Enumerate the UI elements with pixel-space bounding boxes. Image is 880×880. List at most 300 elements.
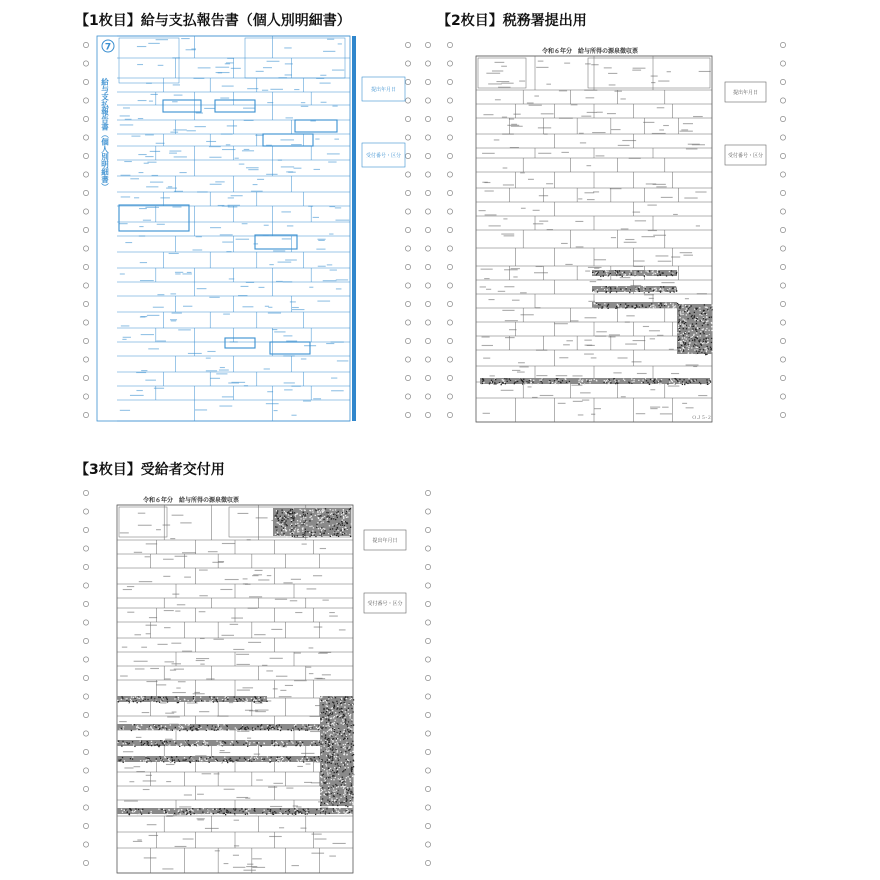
pin-hole <box>425 749 430 754</box>
pattern-speck <box>242 699 243 700</box>
pin-hole <box>425 412 430 417</box>
pattern-speck <box>158 746 159 747</box>
pattern-speck <box>336 740 337 741</box>
pattern-speck <box>203 742 204 743</box>
pattern-speck <box>301 510 302 511</box>
pattern-speck <box>607 286 608 287</box>
pattern-speck <box>615 383 616 384</box>
pattern-speck <box>148 742 149 743</box>
pattern-speck <box>603 275 604 276</box>
pattern-speck <box>328 703 329 704</box>
label-stroke <box>607 113 616 114</box>
pattern-speck <box>337 742 338 743</box>
label-stroke <box>138 154 146 155</box>
label-stroke <box>291 144 302 145</box>
pattern-speck <box>703 323 704 324</box>
pattern-speck <box>584 384 585 385</box>
label-stroke <box>178 329 191 330</box>
pattern-speck <box>225 742 226 743</box>
label-stroke <box>311 782 322 783</box>
pattern-speck <box>329 735 330 736</box>
pattern-speck <box>348 790 349 791</box>
pattern-speck <box>239 698 240 699</box>
label-stroke <box>294 168 302 169</box>
pattern-speck <box>350 715 351 716</box>
label-stroke <box>215 181 224 182</box>
label-stroke <box>137 46 146 47</box>
pattern-speck <box>141 740 142 741</box>
pattern-speck <box>342 534 343 535</box>
pattern-speck <box>694 344 695 345</box>
label-stroke <box>166 764 174 765</box>
pattern-speck <box>217 697 218 698</box>
pattern-speck <box>333 732 334 733</box>
pattern-speck <box>318 740 319 741</box>
pattern-speck <box>649 305 650 306</box>
pattern-speck <box>174 698 175 699</box>
pattern-speck <box>277 729 278 730</box>
pattern-speck <box>334 729 335 730</box>
pattern-speck <box>679 329 680 330</box>
label-stroke <box>242 687 253 688</box>
pattern-speck <box>349 733 350 734</box>
pattern-speck <box>343 716 344 717</box>
pattern-speck <box>162 698 163 699</box>
label-stroke <box>633 212 640 213</box>
pin-hole <box>780 209 785 214</box>
pattern-speck <box>657 270 658 271</box>
pattern-speck <box>224 813 225 814</box>
pattern-speck <box>227 726 228 727</box>
pattern-speck <box>340 516 341 517</box>
pattern-speck <box>529 380 530 381</box>
pattern-speck <box>339 743 340 744</box>
pattern-speck <box>216 700 217 701</box>
pattern-speck <box>339 808 340 809</box>
label-stroke <box>584 192 594 193</box>
pattern-speck <box>607 271 608 272</box>
pattern-speck <box>705 307 706 308</box>
pattern-speck <box>338 811 339 812</box>
pattern-speck <box>118 701 119 702</box>
pattern-speck <box>202 743 203 744</box>
pattern-speck <box>325 735 326 736</box>
pattern-speck <box>333 788 334 789</box>
pattern-speck <box>582 379 583 380</box>
pin-hole <box>780 320 785 325</box>
label-stroke <box>139 235 145 236</box>
pattern-speck <box>341 514 342 515</box>
pattern-speck <box>328 709 329 710</box>
pattern-speck <box>281 813 282 814</box>
label-stroke <box>485 190 494 191</box>
pattern-speck <box>292 516 293 517</box>
pattern-speck <box>661 379 662 380</box>
pattern-speck <box>345 515 346 516</box>
pattern-speck <box>344 791 345 792</box>
label-stroke <box>485 214 497 215</box>
pattern-speck <box>344 785 345 786</box>
pin-hole <box>425 264 430 269</box>
pattern-speck <box>328 697 329 698</box>
pattern-speck <box>137 697 138 698</box>
pattern-speck <box>258 726 259 727</box>
pattern-speck <box>594 379 595 380</box>
pattern-speck <box>491 381 492 382</box>
pattern-speck <box>334 793 335 794</box>
label-stroke <box>316 249 325 250</box>
pattern-speck <box>235 700 236 701</box>
label-stroke <box>268 312 281 313</box>
pattern-speck <box>625 276 626 277</box>
label-stroke <box>134 661 148 662</box>
pattern-speck <box>314 760 315 761</box>
pattern-speck <box>509 378 510 379</box>
pattern-speck <box>330 536 331 537</box>
label-stroke <box>244 149 250 150</box>
pattern-speck <box>334 753 335 754</box>
pattern-speck <box>289 513 290 514</box>
pattern-speck <box>330 748 331 749</box>
pattern-speck <box>274 745 275 746</box>
label-stroke <box>656 186 666 187</box>
pin-hole <box>83 246 88 251</box>
pattern-speck <box>185 759 186 760</box>
pattern-speck <box>347 738 348 739</box>
pattern-speck <box>607 308 608 309</box>
pin-hole <box>447 190 452 195</box>
pattern-speck <box>131 696 132 697</box>
label-stroke <box>279 696 292 697</box>
pattern-speck <box>298 529 299 530</box>
label-stroke <box>292 309 305 310</box>
pattern-speck <box>604 380 605 381</box>
pattern-speck <box>327 803 328 804</box>
pattern-speck <box>292 532 293 533</box>
pattern-speck <box>151 741 152 742</box>
pattern-speck <box>501 384 502 385</box>
pattern-speck <box>337 734 338 735</box>
pattern-speck <box>291 525 292 526</box>
pattern-speck <box>145 757 146 758</box>
label-stroke <box>483 114 493 115</box>
pattern-speck <box>696 337 697 338</box>
label-stroke <box>182 273 191 274</box>
pattern-speck <box>657 272 658 273</box>
pattern-speck <box>282 813 283 814</box>
label-stroke <box>230 341 238 342</box>
label-stroke <box>267 391 273 392</box>
pattern-speck <box>325 811 326 812</box>
pattern-speck <box>682 318 683 319</box>
label-stroke <box>588 267 602 268</box>
pattern-speck <box>211 701 212 702</box>
label-stroke <box>209 297 219 298</box>
pattern-speck <box>324 778 325 779</box>
pattern-speck <box>286 525 287 526</box>
pattern-speck <box>333 707 334 708</box>
pattern-speck <box>353 724 354 725</box>
pattern-speck <box>121 699 122 700</box>
pattern-speck <box>316 524 317 525</box>
pin-hole <box>447 301 452 306</box>
label-stroke <box>170 293 176 294</box>
pattern-speck <box>598 271 599 272</box>
pattern-speck <box>618 306 619 307</box>
pattern-speck <box>336 701 337 702</box>
label-stroke <box>481 269 493 270</box>
pattern-speck <box>705 384 706 385</box>
pattern-speck <box>337 703 338 704</box>
pattern-speck <box>656 289 657 290</box>
pattern-speck <box>327 723 328 724</box>
pattern-fill <box>592 270 677 276</box>
label-stroke <box>317 239 325 240</box>
label-stroke <box>680 252 692 253</box>
pattern-speck <box>679 382 680 383</box>
pattern-speck <box>305 730 306 731</box>
label-stroke <box>175 273 180 274</box>
pattern-speck <box>504 378 505 379</box>
label-stroke <box>226 144 230 145</box>
pattern-fill <box>117 740 353 746</box>
pattern-speck <box>324 738 325 739</box>
pattern-speck <box>156 701 157 702</box>
pattern-speck <box>271 740 272 741</box>
pattern-speck <box>345 769 346 770</box>
pattern-speck <box>635 287 636 288</box>
pattern-speck <box>127 698 128 699</box>
pattern-speck <box>348 704 349 705</box>
label-stroke <box>123 337 131 338</box>
pattern-speck <box>267 756 268 757</box>
pattern-speck <box>123 728 124 729</box>
label-stroke <box>129 781 134 782</box>
pattern-speck <box>349 794 350 795</box>
pattern-speck <box>305 517 306 518</box>
pattern-speck <box>339 812 340 813</box>
pattern-speck <box>597 308 598 309</box>
pin-hole <box>425 338 430 343</box>
label-stroke <box>226 251 231 252</box>
label-stroke <box>315 138 319 139</box>
pattern-speck <box>352 774 353 775</box>
pattern-speck <box>323 533 324 534</box>
pattern-speck <box>349 773 350 774</box>
label-stroke <box>136 372 146 373</box>
pattern-speck <box>353 786 354 787</box>
label-stroke <box>144 857 157 858</box>
pattern-speck <box>278 520 279 521</box>
label-stroke <box>338 43 342 44</box>
pattern-speck <box>353 745 354 746</box>
label-stroke <box>651 82 655 83</box>
pattern-speck <box>271 727 272 728</box>
pattern-speck <box>344 715 345 716</box>
sheet3-side-box-top-label: 提出年月日 <box>372 538 398 544</box>
label-stroke <box>484 278 489 279</box>
pattern-speck <box>681 345 682 346</box>
pattern-speck <box>204 758 205 759</box>
pattern-speck <box>692 340 693 341</box>
pattern-speck <box>241 727 242 728</box>
pattern-speck <box>225 813 226 814</box>
pattern-speck <box>331 793 332 794</box>
pattern-speck <box>212 757 213 758</box>
pattern-speck <box>149 758 150 759</box>
pattern-speck <box>505 383 506 384</box>
label-stroke <box>667 71 671 72</box>
pattern-speck <box>678 327 679 328</box>
pattern-speck <box>686 306 687 307</box>
pattern-speck <box>320 743 321 744</box>
label-stroke <box>247 864 253 865</box>
pattern-speck <box>597 273 598 274</box>
pin-hole <box>425 227 430 232</box>
emphasis-box <box>225 338 255 348</box>
pattern-speck <box>539 380 540 381</box>
pattern-speck <box>253 728 254 729</box>
label-stroke <box>575 221 583 222</box>
label-stroke <box>323 280 337 281</box>
label-stroke <box>283 335 292 336</box>
pattern-speck <box>320 739 321 740</box>
pattern-speck <box>688 347 689 348</box>
label-stroke <box>206 358 211 359</box>
pattern-speck <box>280 746 281 747</box>
pattern-speck <box>679 379 680 380</box>
pattern-speck <box>311 514 312 515</box>
label-stroke <box>650 407 660 408</box>
pattern-speck <box>166 698 167 699</box>
label-stroke <box>334 139 339 140</box>
pattern-speck <box>350 717 351 718</box>
pattern-speck <box>336 751 337 752</box>
pin-hole <box>405 357 410 362</box>
pattern-speck <box>290 513 291 514</box>
pattern-speck <box>683 321 684 322</box>
label-stroke <box>648 230 657 231</box>
pattern-speck <box>344 529 345 530</box>
pattern-speck <box>292 518 293 519</box>
pattern-speck <box>329 783 330 784</box>
pattern-speck <box>258 697 259 698</box>
pattern-speck <box>156 760 157 761</box>
label-stroke <box>513 276 517 277</box>
pattern-speck <box>298 525 299 526</box>
pattern-speck <box>334 513 335 514</box>
pattern-speck <box>144 744 145 745</box>
pattern-speck <box>235 808 236 809</box>
label-stroke <box>136 771 145 772</box>
pattern-speck <box>190 728 191 729</box>
label-stroke <box>554 323 568 324</box>
pattern-speck <box>677 347 678 348</box>
pattern-speck <box>141 813 142 814</box>
pattern-speck <box>300 515 301 516</box>
pattern-speck <box>346 796 347 797</box>
pattern-speck <box>198 728 199 729</box>
pattern-speck <box>333 752 334 753</box>
pattern-speck <box>333 779 334 780</box>
pattern-speck <box>321 734 322 735</box>
label-stroke <box>217 716 228 717</box>
pattern-speck <box>682 304 683 305</box>
pattern-speck <box>320 519 321 520</box>
pattern-speck <box>307 531 308 532</box>
label-stroke <box>538 127 551 128</box>
label-stroke <box>140 262 147 263</box>
pattern-speck <box>295 814 296 815</box>
label-stroke <box>264 368 270 369</box>
pattern-speck <box>206 730 207 731</box>
label-stroke <box>321 102 327 103</box>
pattern-speck <box>345 521 346 522</box>
pattern-speck <box>283 529 284 530</box>
pattern-speck <box>338 778 339 779</box>
pattern-speck <box>117 742 118 743</box>
pattern-speck <box>596 304 597 305</box>
pattern-speck <box>321 700 322 701</box>
pattern-speck <box>191 745 192 746</box>
pattern-speck <box>266 701 267 702</box>
pattern-speck <box>342 710 343 711</box>
pattern-speck <box>327 519 328 520</box>
pattern-speck <box>283 746 284 747</box>
label-stroke <box>267 102 273 103</box>
pattern-speck <box>230 758 231 759</box>
label-stroke <box>279 827 284 828</box>
pattern-speck <box>296 535 297 536</box>
label-stroke <box>267 61 280 62</box>
pattern-speck <box>222 744 223 745</box>
pin-hole <box>83 116 88 121</box>
pattern-speck <box>332 791 333 792</box>
label-stroke <box>331 342 344 343</box>
pattern-speck <box>121 696 122 697</box>
pattern-speck <box>195 728 196 729</box>
label-stroke <box>539 195 548 196</box>
label-stroke <box>294 89 299 90</box>
pattern-speck <box>700 331 701 332</box>
sheet3-caption: 【3枚目】受給者交付用 <box>75 462 225 478</box>
pattern-speck <box>338 513 339 514</box>
pattern-speck <box>340 750 341 751</box>
pattern-speck <box>327 518 328 519</box>
pin-hole <box>83 153 88 158</box>
pattern-speck <box>285 529 286 530</box>
label-stroke <box>330 269 337 270</box>
label-stroke <box>625 344 637 345</box>
pin-hole <box>447 227 452 232</box>
pattern-speck <box>308 724 309 725</box>
label-stroke <box>156 143 165 144</box>
label-stroke <box>143 780 156 781</box>
pattern-speck <box>223 700 224 701</box>
label-stroke <box>572 375 582 376</box>
label-stroke <box>592 132 605 133</box>
label-stroke <box>146 681 157 682</box>
label-stroke <box>527 102 534 103</box>
pattern-speck <box>322 787 323 788</box>
label-stroke <box>632 70 641 71</box>
pattern-speck <box>295 523 296 524</box>
label-stroke <box>646 183 656 184</box>
pattern-speck <box>290 533 291 534</box>
pin-hole <box>83 490 88 495</box>
label-stroke <box>546 84 551 85</box>
label-stroke <box>196 236 202 237</box>
